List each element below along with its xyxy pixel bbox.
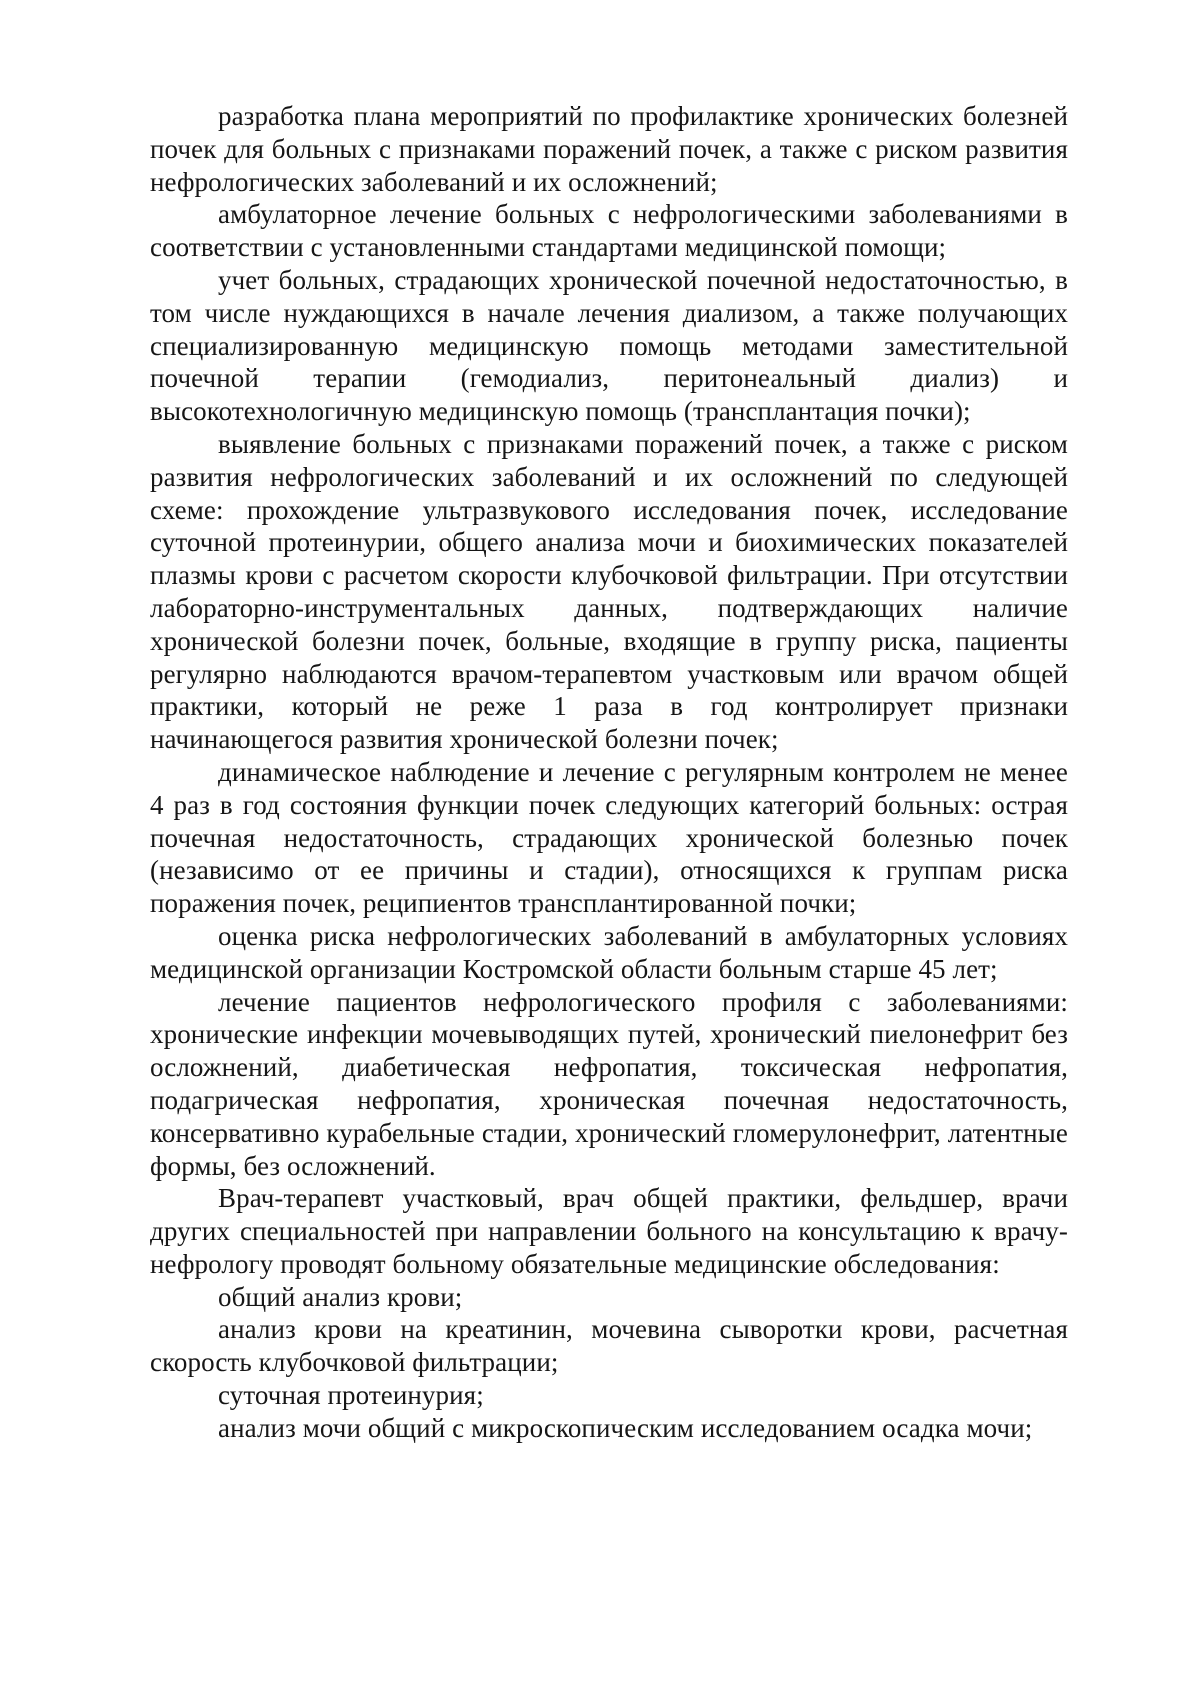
paragraph-ckd-prevention-plan: разработка плана мероприятий по профилактике хронических болезней почек для больных с признаками поражений почек, а также с риском развития нефрологических заболеваний и их осложнений; xyxy=(150,101,1068,197)
paragraph-referral-requirements: Врач-терапевт участковый, врач общей практики, фельдшер, врачи других специальностей при направлении больного на консультацию к врачу-нефрологу проводят больному обязательные медицинские обследования: xyxy=(150,1183,1068,1279)
paragraph-creatinine-test: анализ крови на креатинин, мочевина сыворотки крови, расчетная скорость клубочковой фильтрации; xyxy=(150,1314,1068,1378)
paragraph-proteinuria: суточная протеинурия; xyxy=(218,1380,484,1411)
paragraph-risk-assessment: оценка риска нефрологических заболеваний в амбулаторных условиях медицинской организации Костромской области больным старше 45 лет; xyxy=(150,920,1068,984)
document-body xyxy=(150,100,1068,1445)
paragraph-dynamic-observation: динамическое наблюдение и лечение с регулярным контролем не менее 4 раз в год состояния функции почек следующих категорий больных: острая почечная недостаточность, страдающих хронической болезнью почек (независимо от ее причины и стадии), относящихся к группам риска поражения почек, реципиентов трансплантированной почки; xyxy=(150,756,1068,919)
paragraph-patient-detection: выявление больных с признаками поражений почек, а также с риском развития нефрологических заболеваний и их осложнений по следующей схеме: прохождение ультразвукового исследования почек, исследование суточной протеинурии, общего анализа мочи и биохимических показателей плазмы крови с расчетом скорости клубочковой фильтрации. При отсутствии лабораторно-инструментальных данных, подтверждающих наличие хронической болезни почек, больные, входящие в группу риска, пациенты регулярно наблюдаются врачом-терапевтом участковым или врачом общей практики, который не реже 1 раза в год контролирует признаки начинающегося развития хронической болезни почек; xyxy=(150,428,1068,755)
paragraph-blood-test: общий анализ крови; xyxy=(218,1281,463,1312)
paragraph-urinalysis: анализ мочи общий с микроскопическим исследованием осадка мочи; xyxy=(218,1412,1033,1443)
paragraph-renal-failure-registry: учет больных, страдающих хронической почечной недостаточностью, в том числе нуждающихся в начале лечения диализом, а также получающих специализированную медицинскую помощь методами заместительной почечной терапии (гемодиализ, перитонеальный диализ) и высокотехнологичную медицинскую помощь (трансплантация почки); xyxy=(150,264,1068,427)
paragraph-outpatient-treatment: амбулаторное лечение больных с нефрологическими заболеваниями в соответствии с установленными стандартами медицинской помощи; xyxy=(150,199,1068,263)
paragraph-patient-treatment: лечение пациентов нефрологического профиля с заболеваниями: хронические инфекции мочевыводящих путей, хронический пиелонефрит без осложнений, диабетическая нефропатия, токсическая нефропатия, подагрическая нефропатия, хроническая почечная недостаточность, консервативно курабельные стадии, хронический гломерулонефрит, латентные формы, без осложнений. xyxy=(150,986,1068,1181)
